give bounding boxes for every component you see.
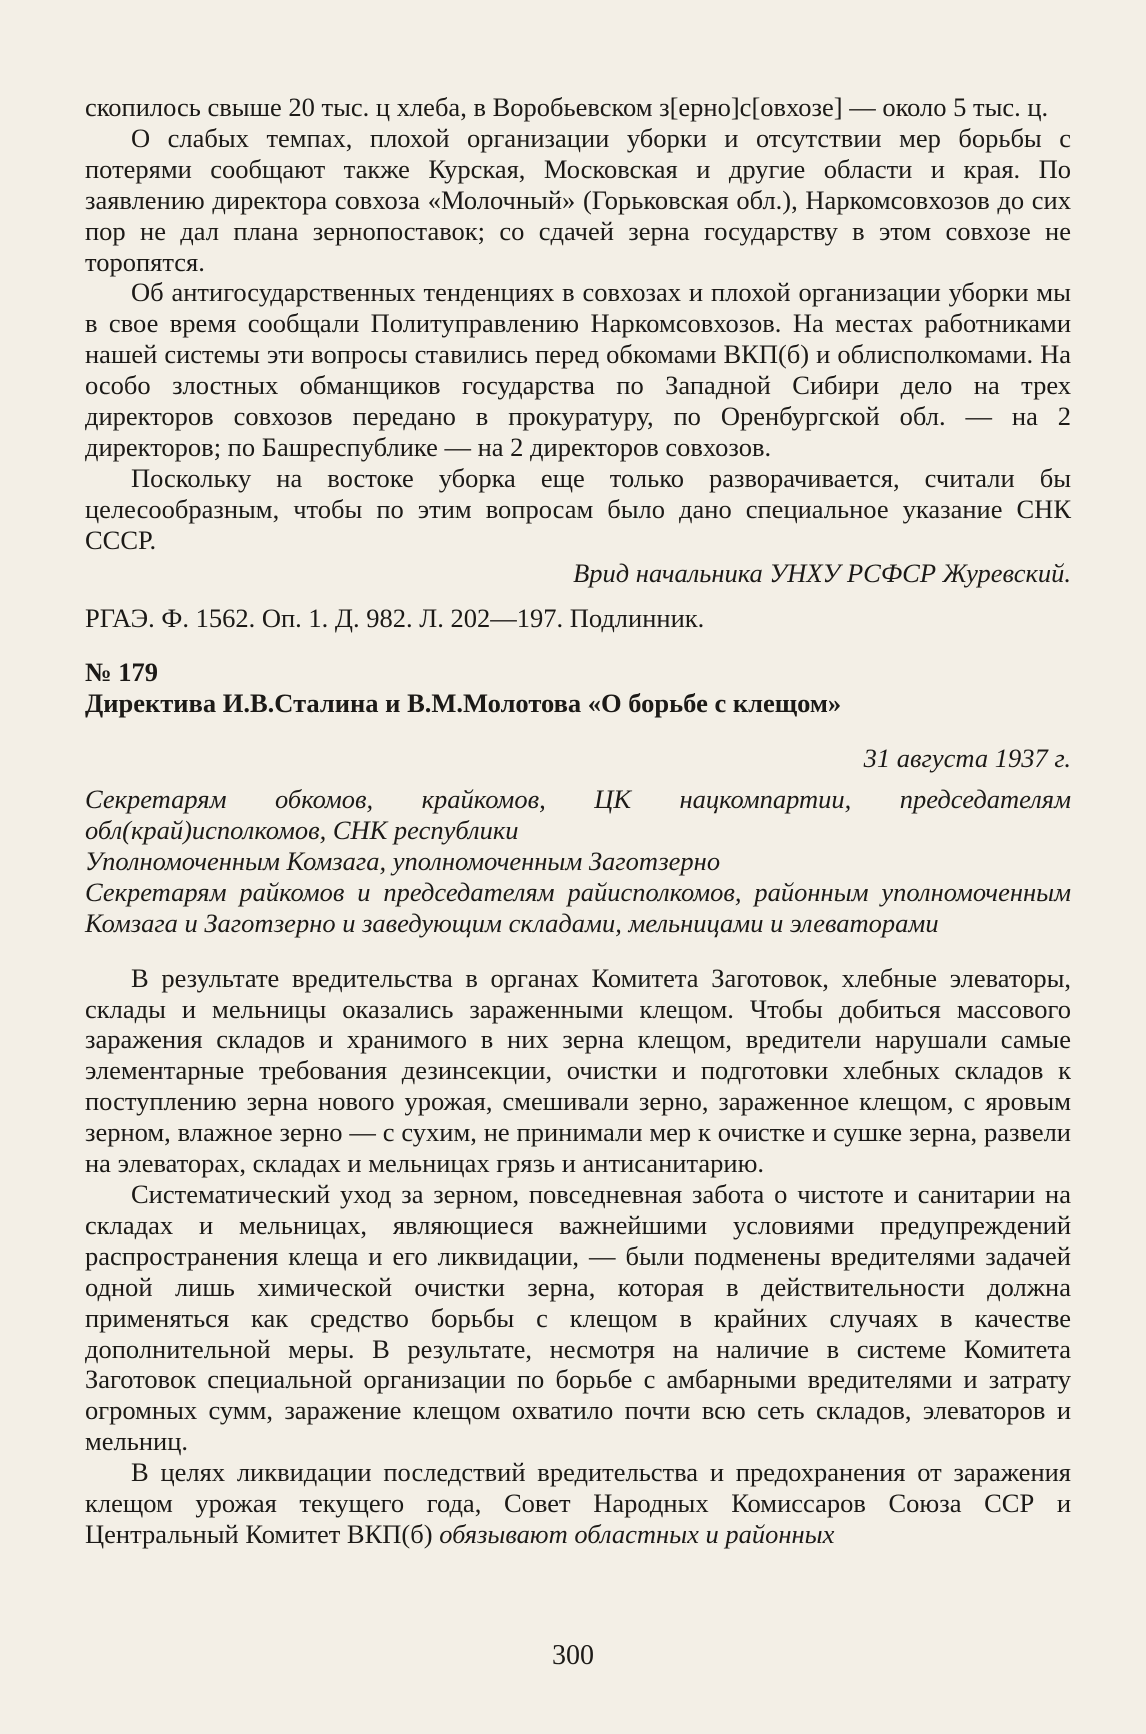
document-title: Директива И.В.Сталина и В.М.Молотова «О борьбе с клещом» xyxy=(85,688,842,719)
addressee: Секретарям райкомов и председателям райисполкомов, районным уполномоченным Комзага и Заготзерно и заведующим складами, мельницами и элеваторами xyxy=(85,876,1071,938)
directive-paragraph: В результате вредительства в органах Комитета Заготовок, хлебные элеваторы, склады и мельницы оказались зараженными клещом. Чтобы добиться массового заражения складов и хранимого в них зерна клещом, вредители нарушали самые элементарные требования дезинсекции, очистки и подготовки хлебных складов к поступлению зерна нового урожая, смешивали зерно, зараженное клещом, с яровым зерном, влажное зерно — с сухим, не принимали мер к очистке и сушке зерна, развели на элеваторах, складах и мельницах грязь и антисанитарию. xyxy=(85,962,1071,1179)
directive-paragraph xyxy=(85,1457,1071,1550)
archive-source: РГАЭ. Ф. 1562. Оп. 1. Д. 982. Л. 202—197. Подлинник. xyxy=(85,602,705,633)
addressee: Уполномоченным Комзага, уполномоченным Заготзерно xyxy=(85,845,721,876)
page-text xyxy=(85,92,1071,1550)
directive-emphasis: обязывают областных и районных xyxy=(439,1518,835,1549)
addressee: Секретарям обкомов, крайкомов, ЦК нацкомпартии, председателям обл(край)исполкомов, СНК республики xyxy=(85,784,1071,846)
document-number: № 179 xyxy=(85,657,159,688)
directive-paragraph: Систематический уход за зерном, повседневная забота о чистоте и санитарии на складах и мельницах, являющиеся важнейшими условиями предупреждений распространения клеща и его ликвидации, — были подменены вредителями задачей одной лишь химической очистки зерна, которая в действительности должна применяться как средство борьбы с клещом в крайних случаях в качестве дополнительной меры. В результате, несмотря на наличие в системе Комитета Заготовок специальной организации по борьбе с амбарными вредителями и затрату огромных сумм, заражение клещом охватило почти всю сеть складов, элеваторов и мельниц. xyxy=(85,1179,1071,1457)
paragraph: Поскольку на востоке уборка еще только разворачивается, считали бы целесообразным, чтобы по этим вопросам было дано специальное указание СНК СССР. xyxy=(85,462,1071,555)
document-date: 31 августа 1937 г. xyxy=(863,743,1071,774)
page-number: 300 xyxy=(552,1640,594,1671)
signature: Врид начальника УНХУ РСФСР Журевский. xyxy=(573,557,1071,588)
paragraph: Об антигосударственных тенденциях в совхозах и плохой организации уборки мы в свое время сообщали Политуправлению Наркомсовхозов. На местах работниками нашей системы эти вопросы ставились перед обкомами ВКП(б) и облисполкомами. На особо злостных обманщиков государства по Западной Сибири дело на трех директоров совхозов передано в прокуратуру, по Оренбургской обл. — на 2 директоров; по Башреспублике — на 2 директоров совхозов. xyxy=(85,277,1071,462)
paragraph: О слабых темпах, плохой организации уборки и отсутствии мер борьбы с потерями сообщают также Курская, Московская и другие области и края. По заявлению директора совхоза «Молочный» (Горьковская обл.), Наркомсовхозов до сих пор не дал плана зернопоставок; со сдачей зерна государству в этом совхозе не торопятся. xyxy=(85,122,1071,277)
directive-text: В целях ликвидации последствий вредительства и предохранения от заражения клещом урожая текущего года, Совет Народных Комиссаров Союза ССР и Центральный Комитет ВКП(б) xyxy=(85,1457,1071,1549)
paragraph: скопилось свыше 20 тыс. ц хлеба, в Воробьевском з[ерно]с[овхозе] — около 5 тыс. ц. xyxy=(85,92,1049,122)
